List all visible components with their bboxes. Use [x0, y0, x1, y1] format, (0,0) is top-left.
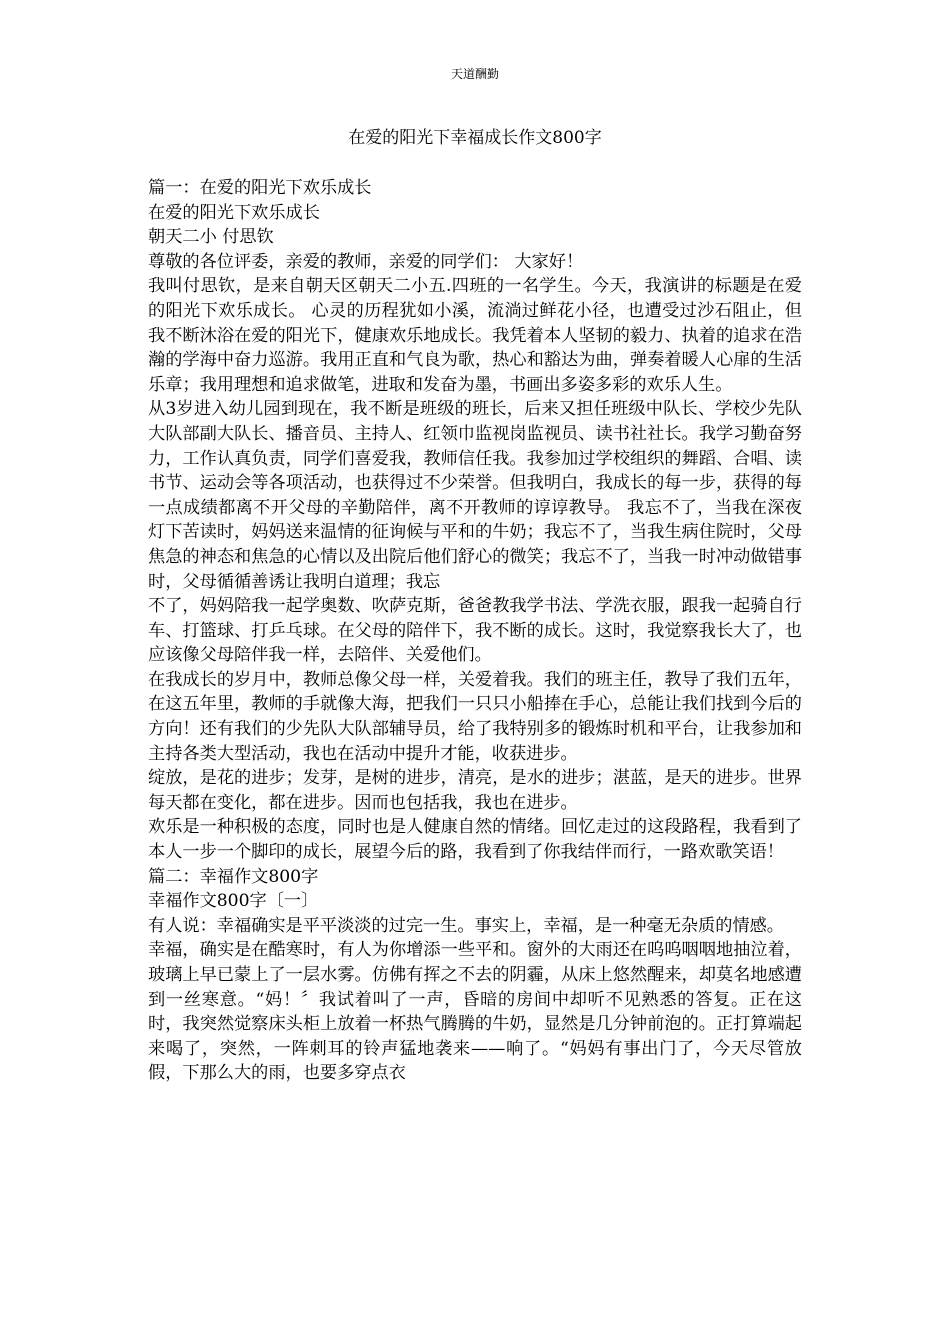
- paragraph: 从3岁进入幼儿园到现在，我不断是班级的班长，后来又担任班级中队长、学校少先队大队部副大队长、播音员、主持人、红领巾监视岗监视员、读书社社长。我学习勤奋努力，工作认真负责，同学们喜爱我，教师信任我。我参加过学校组织的舞蹈、合唱、读书节、运动会等各项活动，也获得过不少荣誉。但我明白，我成长的每一步，获得的每一点成绩都离不开父母的辛勤陪伴，离不开教师的谆谆教导。 我忘不了，当我在深夜灯下苦读时，妈妈送来温情的征询候与平和的牛奶；我忘不了，当我生病住院时，父母焦急的神态和焦急的心情以及出院后他们舒心的微笑；我忘不了，当我一时冲动做错事时，父母循循善诱让我明白道理；我忘: [148, 399, 802, 592]
- paragraph: 欢乐是一种积极的态度，同时也是人健康自然的情绪。回忆走过的这段路程，我看到了本人一步一个脚印的成长，展望今后的路，我看到了你我结伴而行，一路欢歌笑语！: [148, 817, 802, 863]
- essay-title-1: 在爱的阳光下欢乐成长: [148, 202, 320, 223]
- section-heading-2: 篇二：幸福作文800字: [148, 866, 319, 887]
- section-heading-1: 篇一：在爱的阳光下欢乐成长: [148, 178, 372, 198]
- essay-title-2: 幸福作文800字〔一〕: [148, 891, 319, 912]
- paragraph: 我叫付思钦，是来自朝天区朝天二小五.四班的一名学生。今天，我演讲的标题是在爱的阳光下欢乐成长。 心灵的历程犹如小溪，流淌过鲜花小径，也遭受过沙石阻止，但我不断沐浴在爱的阳光下，健康欢乐地成长。我凭着本人坚韧的毅力、执着的追求在浩瀚的学海中奋力巡游。我用正直和气良为歌，热心和豁达为曲，弹奏着暖人心扉的生活乐章；我用理想和追求做笔，进取和发奋为墨，书画出多姿多彩的欢乐人生。: [148, 276, 802, 395]
- document-title: 在爱的阳光下幸福成长作文800字: [348, 128, 602, 148]
- paragraph: 不了，妈妈陪我一起学奥数、吹萨克斯，爸爸教我学书法、学洗衣服，跟我一起骑自行车、打篮球、打乒乓球。在父母的陪伴下，我不断的成长。这时，我觉察我长大了，也应该像父母陪伴我一样，去陪伴、关爱他们。: [148, 596, 802, 666]
- paragraph: 绽放，是花的进步；发芽，是树的进步，清亮，是水的进步；湛蓝，是天的进步。世界每天都在变化，都在进步。因而也包括我，我也在进步。: [148, 768, 802, 813]
- salutation: 尊敬的各位评委，亲爱的教师，亲爱的同学们： 大家好！: [148, 251, 584, 272]
- paragraph: 幸福，确实是在酷寒时，有人为你增添一些平和。窗外的大雨还在呜呜咽咽地抽泣着，玻璃上早已蒙上了一层水雾。仿佛有挥之不去的阴霾，从床上悠然醒来，却莫名地感遭到一丝寒意。“妈！〞我试着叫了一声，昏暗的房间中却听不见熟悉的答复。正在这时，我突然觉察床头柜上放着一杯热气腾腾的牛奶，显然是几分钟前泡的。正打算端起来喝了，突然，一阵刺耳的铃声猛地袭来——响了。“妈妈有事出门了，今天尽管放假，下那么大的雨，也要多穿点衣: [148, 940, 802, 1084]
- running-header: 天道酬勤: [450, 67, 499, 81]
- document-body: [148, 176, 802, 1086]
- paragraph: 在我成长的岁月中，教师总像父母一样，关爱着我。我们的班主任，教导了我们五年，在这五年里，教师的手就像大海，把我们一只只小船捧在手心，总能让我们找到今后的方向！还有我们的少先队大队部辅导员，给了我特别多的锻炼时机和平台，让我参加和主持各类大型活动，我也在活动中提升才能，收获进步。: [148, 669, 802, 764]
- paragraph: 有人说：幸福确实是平平淡淡的过完一生。事实上，幸福，是一种毫无杂质的情感。: [148, 915, 784, 936]
- author-line: 朝天二小 付思钦: [148, 227, 274, 248]
